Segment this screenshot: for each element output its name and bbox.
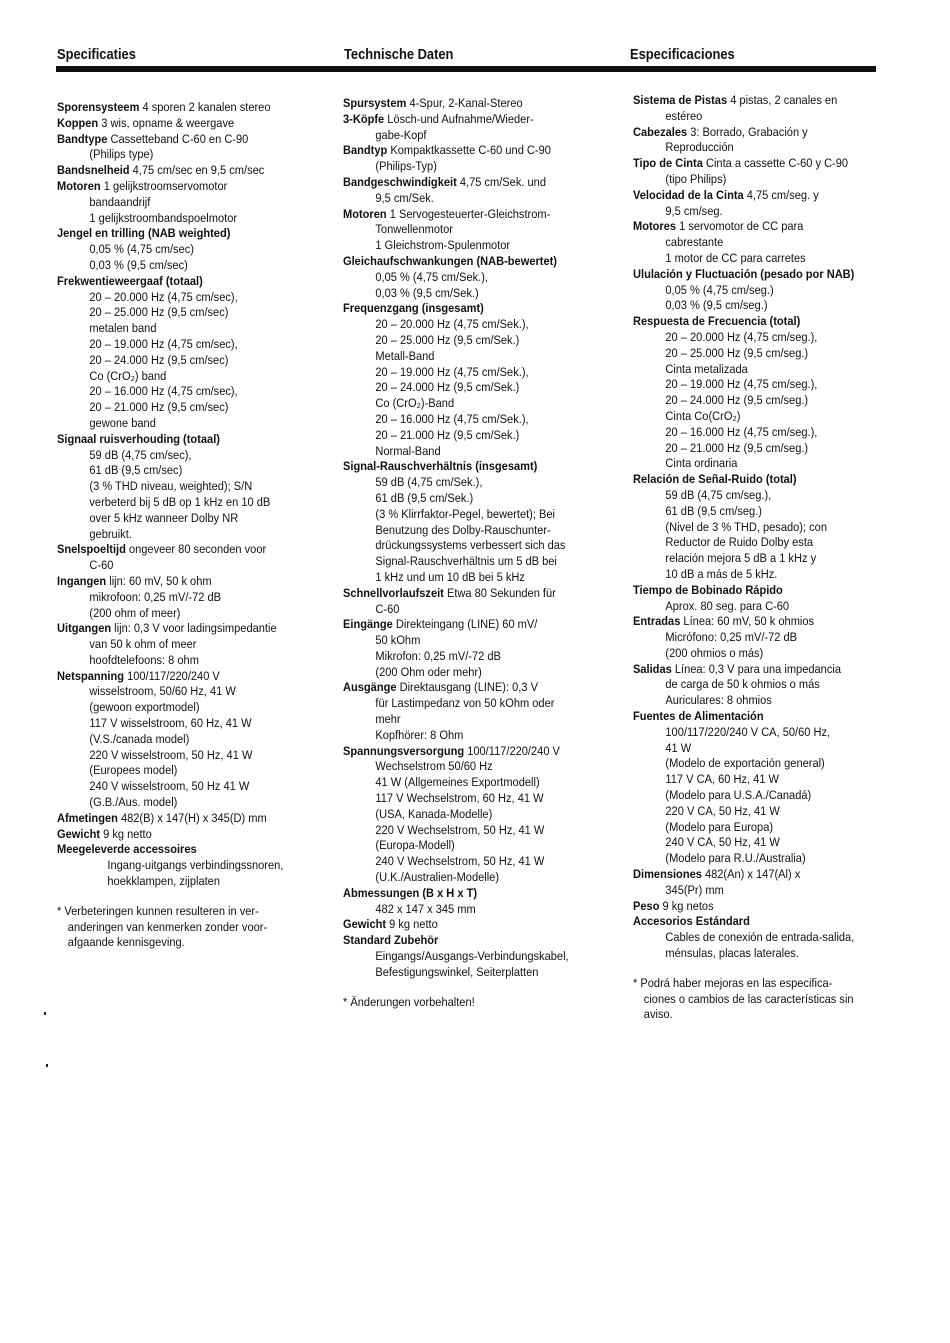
- spec-continuation: 41 W: [665, 740, 692, 755]
- spec-line: [57, 274, 283, 290]
- spec-continuation: Co (CrO₂)-Band: [375, 396, 455, 411]
- spec-label: Tipo de Cinta: [633, 156, 703, 171]
- spec-continuation: wisselstroom, 50/60 Hz, 41 W: [89, 684, 236, 699]
- column-spanish: [633, 93, 854, 1023]
- spec-continuation: (gewoon exportmodel): [89, 700, 200, 715]
- spec-continuation: relación mejora 5 dB a 1 kHz y: [665, 551, 817, 566]
- spec-value: 4 pistas, 2 canales en: [727, 93, 838, 107]
- spec-continuation: 20 – 20.000 Hz (4,75 cm/seg.),: [665, 329, 818, 344]
- spec-continuation: estéreo: [665, 108, 703, 123]
- spec-label: Sistema de Pistas: [633, 93, 728, 107]
- spec-continuation: Wechselstrom 50/60 Hz: [375, 759, 493, 774]
- spec-continuation: (tipo Philips): [665, 171, 727, 186]
- spec-line: [343, 143, 569, 159]
- spec-continuation: 20 – 24.000 Hz (9,5 cm/seg.): [665, 393, 809, 408]
- spec-line: [633, 188, 854, 204]
- spec-continuation: Kopfhörer: 8 Ohm: [375, 727, 464, 742]
- spec-value: 1 servomotor de CC para: [676, 219, 804, 234]
- spec-line: [633, 914, 854, 930]
- spec-continuation: für Lastimpedanz von 50 kOhm oder: [375, 696, 555, 711]
- spec-value: ongeveer 80 seconden voor: [125, 542, 267, 557]
- spec-line: [343, 586, 569, 602]
- speck-mark: [44, 1012, 46, 1015]
- spec-line: [57, 621, 283, 637]
- spec-label: Afmetingen: [57, 810, 118, 825]
- spec-line: [343, 744, 569, 760]
- spec-value: 4,75 cm/seg. y: [743, 187, 819, 202]
- spec-line: [343, 933, 569, 949]
- spec-continuation: 0,05 % (4,75 cm/Sek.),: [375, 269, 488, 284]
- spec-value: 1 gelijkstroomservomotor: [100, 178, 228, 193]
- spec-label: Bandgeschwindigkeit: [343, 174, 457, 189]
- spec-label: Spannungsversorgung: [343, 743, 465, 758]
- spec-line: [343, 175, 569, 191]
- spec-line: [57, 432, 283, 448]
- spec-continuation: 9,5 cm/Sek.: [375, 190, 434, 205]
- spec-line: [57, 669, 283, 685]
- spec-continuation: 1 kHz und um 10 dB bei 5 kHz: [375, 569, 525, 584]
- spec-label: Gewicht: [57, 826, 101, 841]
- spec-continuation: (Philips type): [89, 147, 154, 162]
- spec-value: 4-Spur, 2-Kanal-Stereo: [406, 96, 523, 110]
- spec-continuation: 61 dB (9,5 cm/sec): [89, 463, 183, 478]
- spec-label: Sporensysteem: [57, 100, 140, 114]
- spec-label: Entradas: [633, 614, 681, 629]
- spec-continuation: Metall-Band: [375, 348, 435, 363]
- spec-value: 4 sporen 2 kanalen stereo: [139, 100, 271, 114]
- spec-label: Salidas: [633, 661, 672, 676]
- spec-line: [57, 574, 283, 590]
- footnote-line: * Verbeteringen kunnen resulteren in ver-: [57, 903, 259, 918]
- spec-value: 4,75 cm/sec en 9,5 cm/sec: [129, 163, 265, 178]
- spec-continuation: ménsulas, placas laterales.: [665, 946, 799, 961]
- spec-continuation: (G.B./Aus. model): [89, 795, 178, 810]
- spec-label: Eingänge: [343, 617, 393, 632]
- spec-continuation: 20 – 16.000 Hz (4,75 cm/seg.),: [665, 424, 818, 439]
- spec-continuation: (200 ohmios o más): [665, 645, 764, 660]
- spec-line: [57, 811, 283, 827]
- spec-value: 9 kg netos: [659, 898, 714, 913]
- spec-label: Tiempo de Bobinado Rápido: [633, 582, 783, 597]
- spec-continuation: drückungssystems verbessert sich das: [375, 538, 566, 553]
- spec-continuation: mikrofoon: 0,25 mV/-72 dB: [89, 589, 222, 604]
- spec-line: [343, 207, 569, 223]
- footnote: [343, 995, 569, 1011]
- spec-continuation: Co (CrO₂) band: [89, 368, 167, 383]
- spec-continuation: de carga de 50 k ohmios o más: [665, 677, 820, 692]
- spec-continuation: 20 – 21.000 Hz (9,5 cm/sec): [89, 400, 229, 415]
- spec-line: [57, 116, 283, 132]
- spec-continuation: 0,03 % (9,5 cm/sec): [89, 257, 188, 272]
- spec-line: [633, 93, 854, 109]
- spec-continuation: 41 W (Allgemeines Exportmodell): [375, 775, 540, 790]
- spec-line: [57, 132, 283, 148]
- speck-mark: [46, 1064, 48, 1067]
- spec-continuation: 345(Pr) mm: [665, 882, 724, 897]
- spec-continuation: 1 gelijkstroombandspoelmotor: [89, 210, 238, 225]
- spec-continuation: 9,5 cm/seg.: [665, 203, 723, 218]
- spec-continuation: metalen band: [89, 321, 157, 336]
- spec-label: Motores: [633, 219, 677, 234]
- spec-value: 1 Servogesteuerter-Gleichstrom-: [386, 206, 551, 221]
- spec-line: [343, 254, 569, 270]
- spec-label: Bandsnelheid: [57, 163, 130, 178]
- spec-continuation: 117 V Wechselstrom, 60 Hz, 41 W: [375, 791, 544, 806]
- spec-line: [633, 614, 854, 630]
- spec-continuation: 20 – 20.000 Hz (4,75 cm/sec),: [89, 289, 238, 304]
- spec-label: Bandtype: [57, 131, 108, 146]
- spec-value: Línea: 0,3 V para una impedancia: [671, 661, 841, 676]
- spec-line: [633, 583, 854, 599]
- spec-continuation: Cables de conexión de entrada-salida,: [665, 930, 855, 945]
- spec-line: [57, 827, 283, 843]
- spec-label: 3-Köpfe: [343, 111, 385, 126]
- spec-value: 4,75 cm/Sek. und: [456, 174, 546, 189]
- spec-continuation: (Modelo para R.U./Australia): [665, 851, 806, 866]
- spec-continuation: (200 ohm of meer): [89, 605, 181, 620]
- spec-value: Etwa 80 Sekunden für: [443, 585, 556, 600]
- header-es: Especificaciones: [630, 46, 735, 63]
- spec-continuation: 117 V wisselstroom, 60 Hz, 41 W: [89, 716, 252, 731]
- spec-line: [343, 917, 569, 933]
- spec-label: Meegeleverde accessoires: [57, 842, 197, 857]
- spec-line: [633, 472, 854, 488]
- spec-continuation: 240 V wisselstroom, 50 Hz 41 W: [89, 779, 250, 794]
- header-nl: Specificaties: [57, 46, 136, 63]
- spec-continuation: van 50 k ohm of meer: [89, 637, 197, 652]
- spec-continuation: 0,05 % (4,75 cm/seg.): [665, 282, 774, 297]
- spec-continuation: Befestigungswinkel, Seiterplatten: [375, 964, 539, 979]
- header-de: Technische Daten: [344, 46, 454, 63]
- spec-continuation: 20 – 25.000 Hz (9,5 cm/seg.): [665, 345, 809, 360]
- spec-continuation: 0,03 % (9,5 cm/seg.): [665, 298, 768, 313]
- spec-label: Frekwentieweergaaf (totaal): [57, 273, 203, 288]
- spec-label: Peso: [633, 898, 660, 913]
- spec-label: Signaal ruisverhouding (totaal): [57, 431, 220, 446]
- spec-continuation: (Modelo para U.S.A./Canadá): [665, 788, 812, 803]
- spec-label: Bandtyp: [343, 143, 388, 158]
- spec-line: [57, 179, 283, 195]
- header-rule: [56, 66, 876, 72]
- spec-line: [343, 617, 569, 633]
- spec-label: Uitgangen: [57, 621, 112, 636]
- spec-continuation: 0,03 % (9,5 cm/Sek.): [375, 285, 479, 300]
- spec-label: Abmessungen (B x H x T): [343, 885, 478, 900]
- spec-continuation: Benutzung des Dolby-Rauschunter-: [375, 522, 551, 537]
- spec-continuation: Tonwellenmotor: [375, 222, 453, 237]
- spec-line: [633, 314, 854, 330]
- spec-continuation: 220 V Wechselstrom, 50 Hz, 41 W: [375, 822, 545, 837]
- spec-line: [57, 163, 283, 179]
- spec-continuation: Normal-Band: [375, 443, 441, 458]
- spec-label: Motoren: [343, 206, 387, 221]
- footnote-line: ciones o cambios de las características sin: [643, 991, 854, 1006]
- column-german: [343, 96, 569, 1010]
- spec-continuation: Eingangs/Ausgangs-Verbindungskabel,: [375, 949, 569, 964]
- spec-continuation: C-60: [89, 558, 114, 573]
- spec-continuation: Aprox. 80 seg. para C-60: [665, 598, 790, 613]
- spec-continuation: 20 – 21.000 Hz (9,5 cm/Sek.): [375, 427, 520, 442]
- spec-line: [633, 156, 854, 172]
- spec-continuation: 59 dB (4,75 cm/Sek.),: [375, 475, 483, 490]
- spec-value: Línea: 60 mV, 50 k ohmios: [680, 614, 815, 629]
- spec-value: Lösch-und Aufnahme/Wieder-: [384, 111, 534, 126]
- spec-value: lijn: 0,3 V voor ladingsimpedantie: [111, 621, 277, 636]
- spec-continuation: 20 – 16.000 Hz (4,75 cm/Sek.),: [375, 411, 529, 426]
- spec-label: Snelspoeltijd: [57, 542, 126, 557]
- spec-continuation: cabrestante: [665, 235, 724, 250]
- spec-label: Ausgänge: [343, 680, 397, 695]
- spec-continuation: hoofdtelefoons: 8 ohm: [89, 652, 199, 667]
- footnote-line: afgaande kennisgeving.: [67, 935, 185, 950]
- spec-value: 482(B) x 147(H) x 345(D) mm: [117, 810, 267, 825]
- spec-label: Standard Zubehör: [343, 933, 439, 948]
- spec-continuation: (Philips-Typ): [375, 159, 437, 174]
- spec-continuation: Ingang-uitgangs verbindingssnoren,: [107, 858, 284, 873]
- spec-continuation: Cinta Co(CrO₂): [665, 408, 741, 423]
- spec-label: Koppen: [57, 115, 99, 130]
- spec-label: Respuesta de Frecuencia (total): [633, 314, 801, 329]
- spec-label: Signal-Rauschverhältnis (insgesamt): [343, 459, 538, 474]
- spec-continuation: 10 dB a más de 5 kHz.: [665, 566, 778, 581]
- spec-label: Spursystem: [343, 96, 407, 110]
- spec-label: Fuentes de Alimentación: [633, 709, 764, 724]
- spec-continuation: Cinta metalizada: [665, 361, 748, 376]
- spec-continuation: (Europees model): [89, 763, 178, 778]
- spec-continuation: 482 x 147 x 345 mm: [375, 901, 476, 916]
- spec-continuation: (200 Ohm oder mehr): [375, 664, 482, 679]
- spec-continuation: 1 motor de CC para carretes: [665, 250, 806, 265]
- spec-value: 9 kg netto: [100, 826, 152, 841]
- spec-line: [57, 842, 283, 858]
- spec-line: [343, 301, 569, 317]
- spec-value: Cinta a cassette C-60 y C-90: [702, 156, 849, 171]
- spec-continuation: bandaandrijf: [89, 194, 151, 209]
- spec-value: 100/117/220/240 V: [464, 743, 560, 758]
- spec-label: Schnellvorlaufszeit: [343, 585, 444, 600]
- spec-continuation: (USA, Kanada-Modelle): [375, 806, 493, 821]
- spec-continuation: 20 – 19.000 Hz (4,75 cm/seg.),: [665, 377, 818, 392]
- spec-value: Direktausgang (LINE): 0,3 V: [396, 680, 538, 695]
- spec-continuation: 20 – 20.000 Hz (4,75 cm/Sek.),: [375, 317, 529, 332]
- spec-label: Gewicht: [343, 917, 387, 932]
- spec-label: Jengel en trilling (NAB weighted): [57, 226, 231, 241]
- spec-continuation: (Nivel de 3 % THD, pesado); con: [665, 519, 827, 534]
- spec-continuation: verbeterd bij 5 dB op 1 kHz en 10 dB: [89, 494, 271, 509]
- spec-label: Velocidad de la Cinta: [633, 187, 744, 202]
- spec-continuation: Cinta ordinaria: [665, 456, 738, 471]
- spec-label: Relación de Señal-Ruido (total): [633, 472, 797, 487]
- spec-label: Accesorios Estándard: [633, 914, 750, 929]
- spec-continuation: (Modelo de exportación general): [665, 756, 825, 771]
- spec-label: Gleichaufschwankungen (NAB-bewertet): [343, 253, 558, 268]
- spec-continuation: Micrófono: 0,25 mV/-72 dB: [665, 630, 798, 645]
- spec-value: 9 kg netto: [386, 917, 438, 932]
- spec-continuation: (Modelo para Europa): [665, 819, 774, 834]
- spec-label: Netspanning: [57, 668, 125, 683]
- spec-continuation: (U.K./Australien-Modelle): [375, 870, 500, 885]
- column-dutch: [57, 100, 283, 951]
- spec-line: [633, 867, 854, 883]
- spec-continuation: Reductor de Ruido Dolby esta: [665, 535, 814, 550]
- spec-label: Motoren: [57, 178, 101, 193]
- spec-continuation: Signal-Rauschverhältnis um 5 dB bei: [375, 554, 557, 569]
- spec-continuation: 20 – 25.000 Hz (9,5 cm/Sek.): [375, 332, 520, 347]
- spec-continuation: over 5 kHz wanneer Dolby NR: [89, 510, 239, 525]
- spec-line: [343, 886, 569, 902]
- spec-continuation: 50 kOhm: [375, 633, 421, 648]
- spec-continuation: 20 – 24.000 Hz (9,5 cm/Sek.): [375, 380, 520, 395]
- footnote: [57, 904, 283, 951]
- footnote-line: aviso.: [643, 1007, 673, 1022]
- spec-continuation: 20 – 21.000 Hz (9,5 cm/seg.): [665, 440, 809, 455]
- spec-value: Kompaktkassette C-60 und C-90: [387, 143, 551, 158]
- spec-continuation: 61 dB (9,5 cm/Sek.): [375, 490, 474, 505]
- spec-continuation: (Europa-Modell): [375, 838, 455, 853]
- spec-continuation: gabe-Kopf: [375, 127, 427, 142]
- spec-value: Direkteingang (LINE) 60 mV/: [392, 617, 538, 632]
- spec-label: Frequenzgang (insgesamt): [343, 301, 484, 316]
- spec-continuation: Mikrofon: 0,25 mV/-72 dB: [375, 648, 501, 663]
- spec-continuation: (V.S./canada model): [89, 731, 190, 746]
- spec-label: Ululación y Fluctuación (pesado por NAB): [633, 266, 855, 281]
- spec-continuation: mehr: [375, 712, 401, 727]
- footnote-line: anderingen van kenmerken zonder voor-: [67, 919, 268, 934]
- spec-continuation: 20 – 19.000 Hz (4,75 cm/sec),: [89, 336, 238, 351]
- spec-continuation: 20 – 16.000 Hz (4,75 cm/sec),: [89, 384, 238, 399]
- spec-line: [343, 112, 569, 128]
- footnote: [633, 976, 854, 1023]
- spec-continuation: (3 % THD niveau, weighted); S/N: [89, 479, 253, 494]
- spec-value: Cassetteband C-60 en C-90: [107, 131, 249, 146]
- spec-line: [633, 267, 854, 283]
- spec-value: 3 wis, opname & weergave: [98, 115, 235, 130]
- spec-line: [57, 100, 283, 116]
- spec-value: 482(An) x 147(Al) x: [701, 867, 801, 882]
- spec-continuation: 20 – 25.000 Hz (9,5 cm/sec): [89, 305, 229, 320]
- spec-continuation: 100/117/220/240 V CA, 50/60 Hz,: [665, 724, 831, 739]
- spec-line: [343, 680, 569, 696]
- spec-continuation: 220 V CA, 50 Hz, 41 W: [665, 803, 780, 818]
- spec-continuation: hoekklampen, zijplaten: [107, 874, 220, 889]
- spec-label: Dimensiones: [633, 867, 702, 882]
- spec-value: 3: Borrado, Grabación y: [687, 124, 808, 139]
- spec-continuation: 61 dB (9,5 cm/seg.): [665, 503, 762, 518]
- spec-continuation: 220 V wisselstroom, 50 Hz, 41 W: [89, 747, 253, 762]
- spec-continuation: Reproducción: [665, 140, 734, 155]
- spec-value: 100/117/220/240 V: [124, 668, 220, 683]
- spec-line: [633, 125, 854, 141]
- spec-line: [633, 219, 854, 235]
- spec-line: [633, 709, 854, 725]
- spec-continuation: 20 – 19.000 Hz (4,75 cm/Sek.),: [375, 364, 529, 379]
- spec-continuation: Auriculares: 8 ohmios: [665, 693, 772, 708]
- spec-line: [57, 226, 283, 242]
- spec-continuation: 59 dB (4,75 cm/seg.),: [665, 487, 772, 502]
- spec-continuation: 0,05 % (4,75 cm/sec): [89, 242, 194, 257]
- spec-continuation: 240 V Wechselstrom, 50 Hz, 41 W: [375, 854, 545, 869]
- spec-continuation: gewone band: [89, 415, 156, 430]
- footnote-line: * Änderungen vorbehalten!: [343, 994, 475, 1009]
- spec-line: [633, 899, 854, 915]
- spec-value: lijn: 60 mV, 50 k ohm: [106, 573, 212, 588]
- spec-continuation: 59 dB (4,75 cm/sec),: [89, 447, 192, 462]
- spec-line: [633, 662, 854, 678]
- spec-continuation: 240 V CA, 50 Hz, 41 W: [665, 835, 780, 850]
- footnote-line: * Podrá haber mejoras en las especifica-: [633, 975, 833, 990]
- spec-line: [343, 459, 569, 475]
- spec-continuation: 117 V CA, 60 Hz, 41 W: [665, 772, 779, 787]
- spec-continuation: gebruikt.: [89, 526, 132, 541]
- spec-continuation: 1 Gleichstrom-Spulenmotor: [375, 238, 511, 253]
- spec-line: [343, 96, 569, 112]
- spec-label: Cabezales: [633, 124, 688, 139]
- spec-line: [57, 542, 283, 558]
- spec-continuation: 20 – 24.000 Hz (9,5 cm/sec): [89, 352, 229, 367]
- spec-label: Ingangen: [57, 573, 107, 588]
- spec-continuation: (3 % Klirrfaktor-Pegel, bewertet); Bei: [375, 506, 556, 521]
- spec-continuation: C-60: [375, 601, 400, 616]
